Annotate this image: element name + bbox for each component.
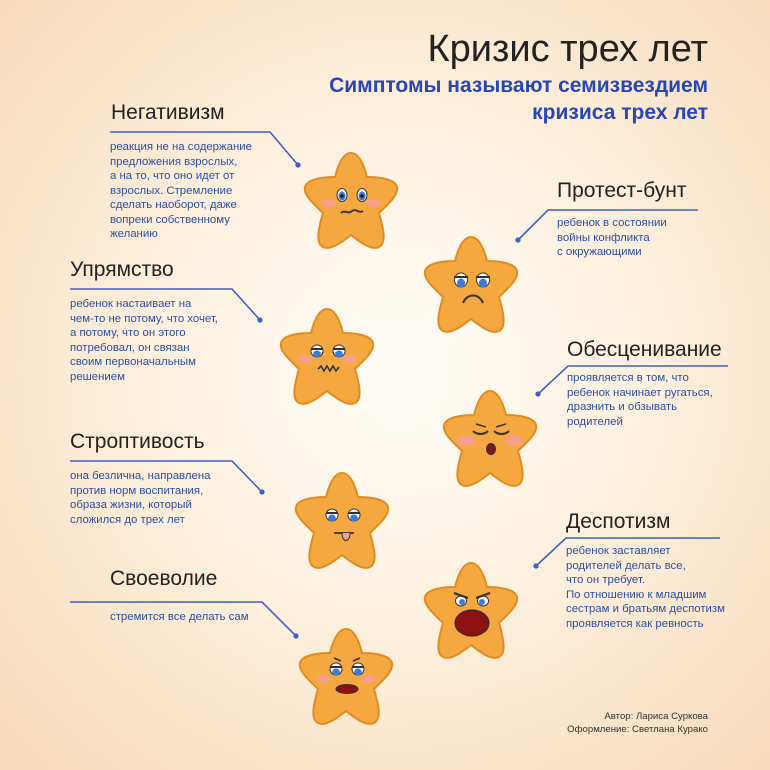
desc-line: потребовал, он связан [70,341,190,354]
desc-line: родителей [567,415,623,428]
symptom-heading-stubbornness: Упрямство [70,258,174,281]
desc-line: желанию [110,228,158,240]
desc-line: своим первоначальным [70,356,196,368]
desc-line: сложился до трех лет [70,513,185,526]
desc-line: родителей делать все, [566,559,686,572]
desc-line: вопреки собственному [110,213,230,226]
subtitle-line-2: кризиса трех лет [532,101,708,124]
symptom-heading-protest: Протест-бунт [557,179,687,202]
page-title: Кризис трех лет [427,28,708,70]
desc-line: По отношению к младшим [566,588,707,601]
desc-line: сестрам и братьям деспотизм [566,603,725,615]
desc-line: предложения взрослых, [110,155,238,168]
desc-line: войны конфликта [557,231,650,244]
desc-line: чем-то не потому, что хочет, [70,312,218,325]
connector-dot-despotism [533,563,538,568]
symptom-desc-negativism [110,140,252,242]
desc-line: против норм воспитания, [70,484,204,497]
desc-line: она безлична, направлена [70,470,211,482]
symptom-heading-devaluation: Обесценивание [567,338,722,361]
symptom-desc-despotism [566,544,725,631]
star-negativism [298,146,404,256]
star-devaluation [437,384,543,494]
symptom-desc-stubbornness [70,297,218,384]
symptom-heading-despotism: Деспотизм [566,510,671,533]
symptom-desc-protest [557,216,667,260]
desc-line: ребенок заставляет [566,545,671,557]
desc-line: проявляется как ревность [566,617,704,630]
star-despotism [418,556,524,666]
desc-line: ребенок начинает ругаться, [567,386,713,399]
desc-line: ребенок в состоянии [557,217,667,229]
star-protest [418,230,524,340]
symptom-heading-obstinacy: Строптивость [70,430,205,453]
desc-line: реакция не на содержание [110,141,252,153]
desc-line: а потому, что он этого [70,327,186,339]
desc-line: а на то, что оно идет от [110,170,235,182]
desc-line: дразнить и обзывать [567,401,678,413]
symptom-heading-selfwill: Своеволие [110,567,218,590]
desc-line: проявляется в том, что [567,372,689,384]
star-selfwill [293,622,399,732]
star-obstinacy [289,466,395,576]
symptom-desc-obstinacy [70,469,210,527]
desc-line: решением [70,370,125,383]
connector-dot-obstinacy [259,489,264,494]
credits [567,711,708,736]
desc-line: взрослых. Стремление [110,184,233,197]
credit-author: Автор: Лариса Суркова [604,711,708,722]
star-stubbornness [274,302,380,412]
desc-line: образа жизни, который [70,499,192,511]
desc-line: стремится все делать сам [110,611,249,623]
credit-design: Оформление: Светлана Курако [567,723,708,735]
symptom-desc-selfwill [110,610,249,625]
symptom-heading-negativism: Негативизм [111,101,225,124]
desc-line: что он требует. [566,574,645,586]
desc-line: с окружающими [557,246,642,258]
connector-dot-stubbornness [257,317,262,322]
desc-line: ребенок настаивает на [70,298,192,310]
subtitle-line-1: Симптомы называют семизвездием [329,74,708,97]
symptom-desc-devaluation [567,371,713,429]
desc-line: сделать наоборот, даже [110,199,237,211]
